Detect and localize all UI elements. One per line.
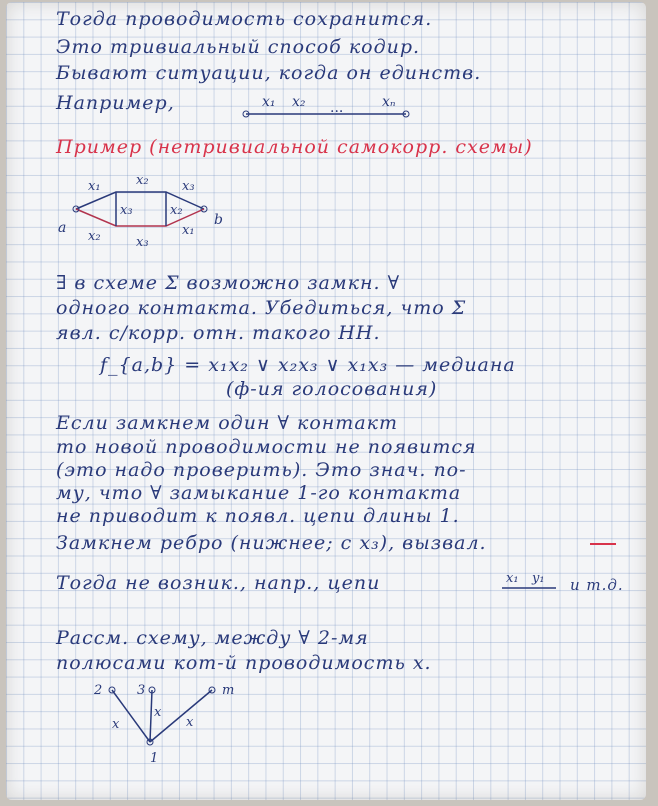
edge-mid-left: x₃	[120, 203, 133, 218]
edge-bot-1: x₂	[88, 229, 101, 244]
text-line-6: ∃ в схеме Σ возможно замкн. ∀	[56, 272, 401, 294]
star-pole-3: 3	[137, 683, 146, 698]
bridge-diagram	[56, 172, 256, 252]
text-line-15: не приводит к появл. цепи длины 1.	[56, 505, 460, 527]
pole-a: a	[58, 220, 67, 236]
chain2-y1: y₁	[532, 571, 545, 586]
star-edge-left: x	[112, 717, 120, 732]
notebook-page	[6, 2, 646, 800]
text-line-19: полюсами кот-й проводимость x.	[56, 652, 432, 674]
edge-bot-2: x₃	[136, 235, 149, 250]
pole-b: b	[214, 212, 223, 228]
chain-sketch	[246, 92, 416, 126]
text-line-2: Это тривиальный способ кодир.	[56, 36, 421, 58]
star-pole-2: 2	[94, 683, 103, 698]
text-line-4: Например,	[56, 92, 175, 114]
text-line-7: одного контакта. Убедиться, что Σ	[56, 297, 467, 319]
red-heading: Пример (нетривиальной самокорр. схемы)	[56, 136, 533, 158]
text-line-18: Рассм. схему, между ∀ 2-мя	[56, 627, 369, 649]
edge-top-1: x₁	[88, 179, 101, 194]
text-line-11: Если замкнем один ∀ контакт	[56, 412, 399, 434]
star-center: 1	[150, 751, 159, 766]
text-line-13: (это надо проверить). Это знач. по-	[56, 459, 467, 481]
chain2-x1: x₁	[506, 571, 519, 586]
text-line-1: Тогда проводимость сохранится.	[56, 8, 433, 30]
edge-top-2: x₂	[136, 173, 149, 188]
chain-x2: x₂	[292, 94, 306, 110]
edge-mid-right: x₂	[170, 203, 183, 218]
text-etc: и т.д.	[570, 576, 624, 594]
text-line-12: то новой проводимости не появится	[56, 436, 477, 458]
text-line-16: Замкнем ребро (нижнее; с x₃), вызвал.	[56, 532, 487, 554]
star-pole-t: т	[222, 683, 235, 698]
edge-top-3: x₃	[182, 179, 195, 194]
text-line-14: му, что ∀ замыкание 1-го контакта	[56, 482, 462, 504]
star-edge-mid: x	[154, 705, 162, 720]
star-diagram	[82, 682, 282, 772]
formula-caption: (ф-ия голосования)	[226, 378, 438, 400]
chain-x1: x₁	[262, 94, 276, 110]
text-line-3: Бывают ситуации, когда он единств.	[56, 62, 482, 84]
chain2-sketch	[502, 568, 562, 598]
text-line-8: явл. с/корр. отн. такого НН.	[56, 322, 381, 344]
edge-bot-3: x₁	[182, 223, 195, 238]
chain-xn: xₙ	[382, 94, 396, 110]
star-edge-right: x	[186, 715, 194, 730]
text-line-17: Тогда не возник., напр., цепи	[56, 572, 381, 594]
chain-dots: ...	[330, 100, 344, 116]
formula-median: f_{a,b} = x₁x₂ ∨ x₂x₃ ∨ x₁x₃ — медиана	[100, 354, 516, 376]
red-dash	[590, 543, 616, 545]
